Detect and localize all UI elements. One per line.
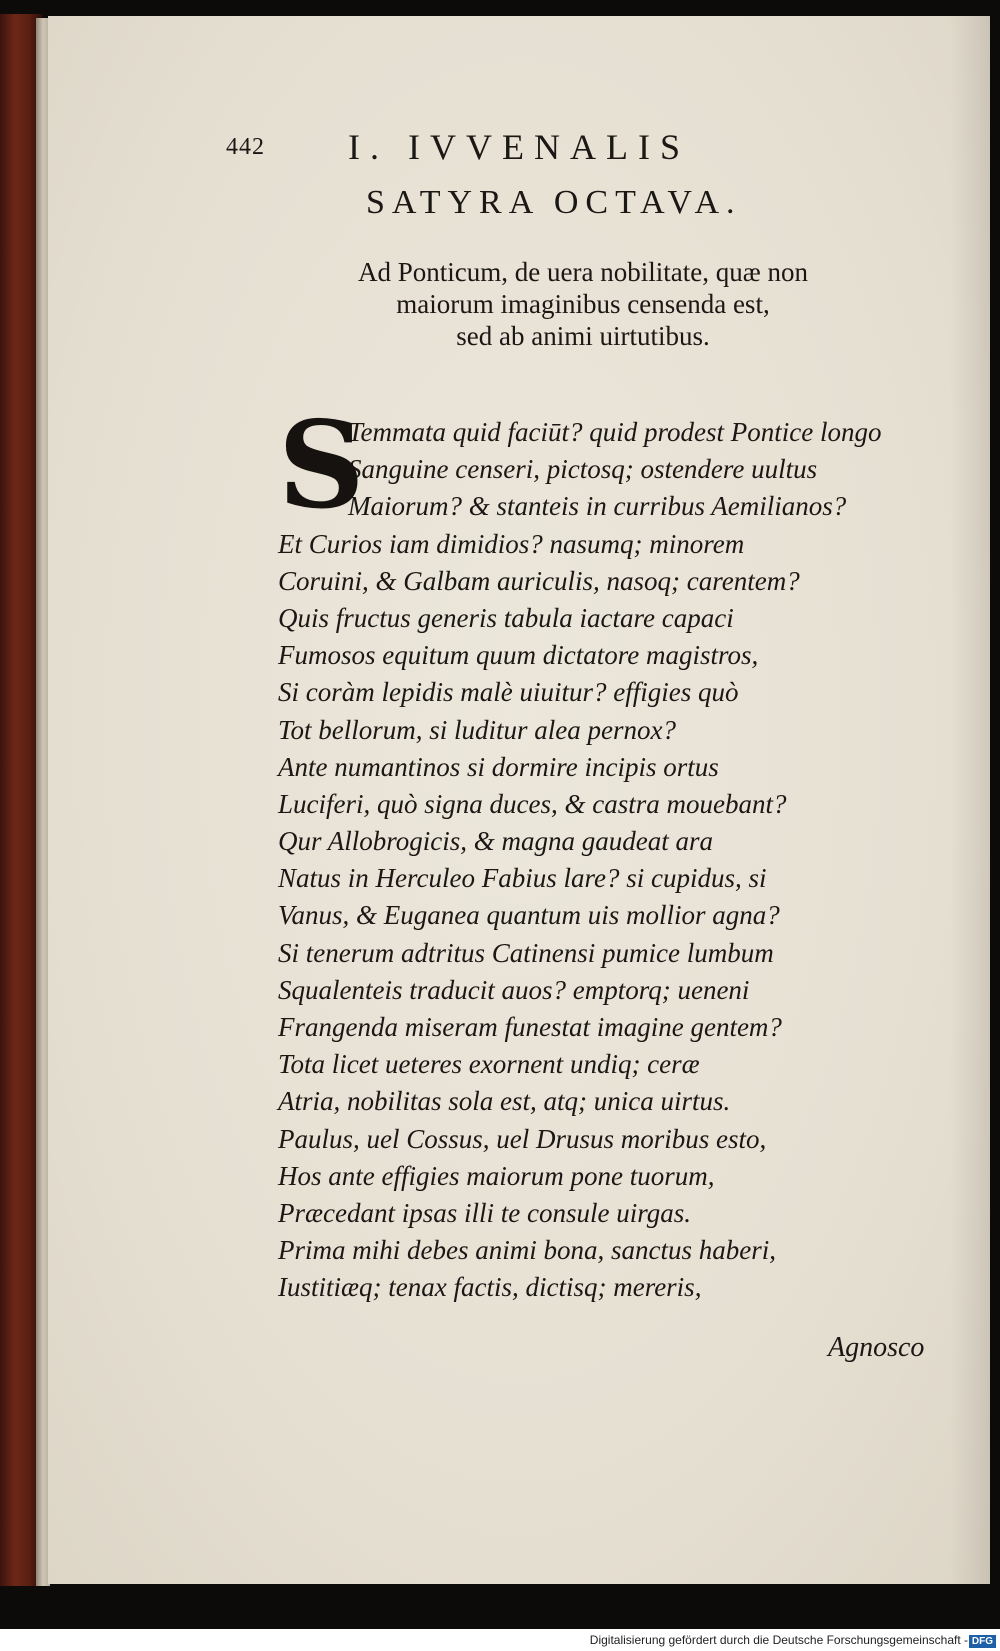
verse-line: Vanus, & Euganea quantum uis mollior agna? xyxy=(278,900,780,931)
book-page xyxy=(48,16,990,1584)
verse-line: Et Curios iam dimidios? nasumq; minorem xyxy=(278,528,745,559)
verse-line: Luciferi, quò signa duces, & castra mouebant? xyxy=(278,788,787,819)
verse-line: Temmata quid faciūt? quid prodest Pontice longo xyxy=(348,417,882,447)
verse-line: Frangenda miseram funestat imagine gentem? xyxy=(278,1012,782,1042)
verse-line: Ante numantinos si dormire incipis ortus xyxy=(278,751,719,782)
verse-line: Si coràm lepidis malè uiuitur? effigies quò xyxy=(278,677,739,708)
verse-line: Natus in Herculeo Fabius lare? si cupidus, si xyxy=(278,863,767,894)
page-header xyxy=(48,126,990,166)
verse-line: Atria, nobilitas sola est, atq; unica uirtus. xyxy=(278,1086,731,1117)
verse-line: Maiorum? & stanteis in curribus Aemilianos? xyxy=(348,491,847,522)
funding-credit: Digitalisierung gefördert durch die Deutsche Forschungsgemeinschaft - xyxy=(589,1633,968,1647)
argument-line: maiorum imaginibus censenda est, xyxy=(396,289,770,319)
verse-line: Fumosos equitum quum dictatore magistros, xyxy=(278,640,759,671)
verse-line: Tot bellorum, si luditur alea pernox? xyxy=(278,714,677,745)
verse-line: Si tenerum adtritus Catinensi pumice lumbum xyxy=(278,937,774,968)
verse-line: Præcedant ipsas illi te consule uirgas. xyxy=(278,1197,691,1228)
page-number: 442 xyxy=(226,134,265,160)
verse-line: Squalenteis traducit auos? emptorq; ueneni xyxy=(278,974,750,1005)
verse-block xyxy=(278,395,978,1307)
verse-line: Quis fructus generis tabula iactare capaci xyxy=(278,602,734,633)
catchword: Agnosco xyxy=(828,1332,925,1363)
verse-line: Tota licet ueteres exornent undiq; ceræ xyxy=(278,1049,700,1080)
running-title: I. IVVENALIS xyxy=(348,127,690,167)
argument xyxy=(298,256,868,352)
verse-line: Prima mihi debes animi bona, sanctus haberi, xyxy=(278,1235,776,1266)
drop-cap: S xyxy=(278,395,365,536)
digitization-footer xyxy=(0,1629,1000,1651)
argument-line: Ad Ponticum, de uera nobilitate, quæ non xyxy=(358,257,808,287)
dfg-logo-icon: DFG xyxy=(969,1635,996,1648)
verse-line: Sanguine censeri, pictosq; ostendere uultus xyxy=(348,454,818,485)
argument-line: sed ab animi uirtutibus. xyxy=(456,321,710,351)
verse-line: Qur Allobrogicis, & magna gaudeat ara xyxy=(278,826,714,857)
verse-line: Iustitiæq; tenax factis, dictisq; mereris, xyxy=(278,1272,702,1303)
verse-line: Hos ante effigies maiorum pone tuorum, xyxy=(278,1160,715,1191)
satire-title: SATYRA OCTAVA. xyxy=(366,184,742,221)
verse-line: Paulus, uel Cossus, uel Drusus moribus esto, xyxy=(278,1123,767,1154)
verse-line: Coruini, & Galbam auriculis, nasoq; carentem? xyxy=(278,565,800,596)
